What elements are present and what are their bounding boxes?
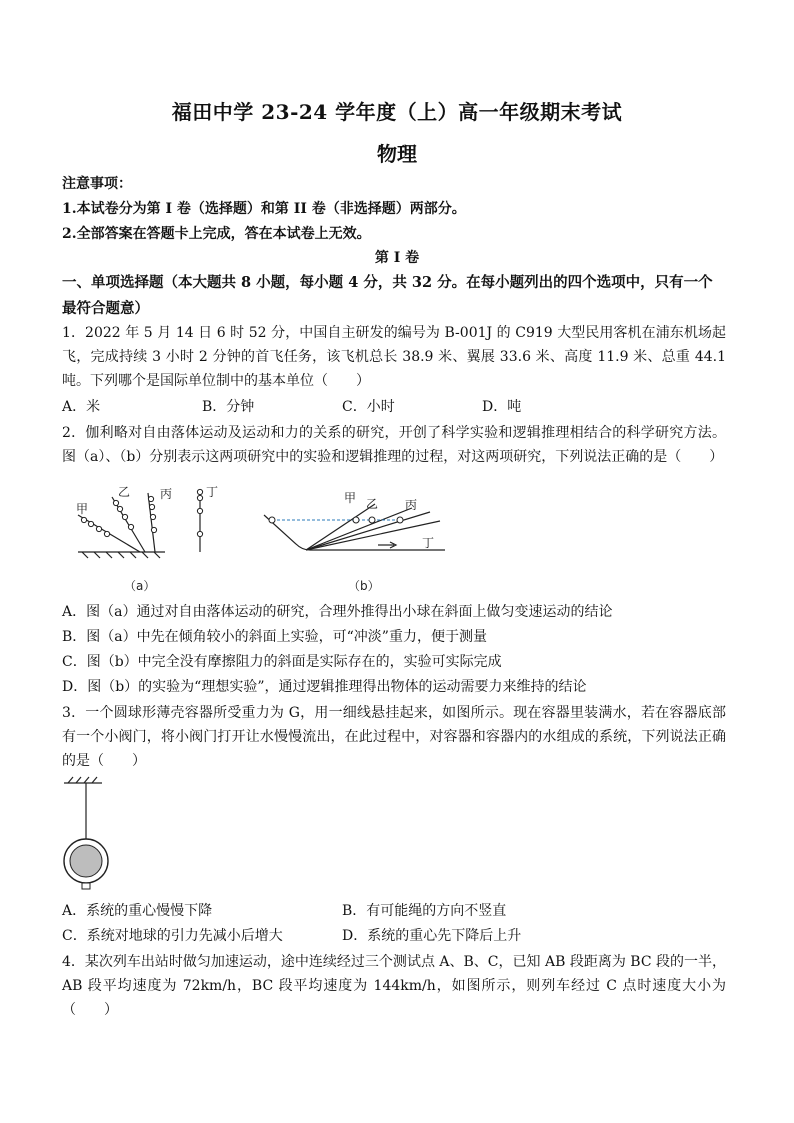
figure-a-label-bing: 丙 [160, 487, 173, 501]
figure-b-label-bing: 丙 [405, 498, 418, 512]
subject-title: 物理 [377, 142, 417, 166]
figure-b-ramps [264, 504, 445, 550]
option-c: C．系统对地球的引力先减小后增大 [62, 928, 283, 944]
option-d: D．系统的重心先下降后上升 [342, 928, 522, 944]
volume-label: 第 I 卷 [374, 250, 420, 266]
question-4-stem: 4．某次列车出站时做匀加速运动，途中连续经过三个测试点 A、B、C，已知 AB 段距离为 BC 段的一半，AB 段平均速度为 72km/h，BC 段平均速度为 144km/h，如图所示，则列车经过 C 点时速度大小为（ ） [62, 954, 726, 1018]
question-1-options [62, 396, 742, 420]
question-2-stem: 2．伽利略对自由落体运动及运动和力的关系的研究，开创了科学实验和逻辑推理相结合的科学研究方法。图（a）、（b）分别表示这两项研究中的实验和逻辑推理的过程，对这两项研究，下列说法正确的是（ ） [62, 425, 726, 465]
option-c: C．小时 [342, 399, 395, 415]
figure-a-label-yi: 乙 [118, 485, 131, 499]
question-2-option-a: A．图（a）通过对自由落体运动的研究，合理外推得出小球在斜面上做匀变速运动的结论 [62, 604, 613, 620]
figure-a-inclines [78, 489, 200, 558]
figure-b-label-ding: 丁 [422, 536, 435, 550]
question-3-options-row2 [62, 925, 742, 949]
notes-item-1: 1.本试卷分为第 I 卷（选择题）和第 II 卷（非选择题）两部分。 [62, 201, 466, 217]
figure-a-label-ding: 丁 [206, 485, 219, 499]
figure-a-label-jia: 甲 [76, 502, 89, 516]
figure-b-label-yi: 乙 [366, 497, 379, 511]
figure-a-balls [81, 489, 202, 536]
option-d: D．吨 [482, 399, 522, 415]
notes-heading: 注意事项： [62, 176, 132, 192]
option-a: A．米 [62, 399, 101, 415]
option-b: B．分钟 [202, 399, 255, 415]
figure-a-caption: （a） [124, 579, 156, 593]
container-water [70, 845, 102, 877]
figure-b-caption: （b） [348, 579, 380, 593]
question-2-option-d: D．图（b）的实验为“理想实验”，通过逻辑推理得出物体的运动需要力来维持的结论 [62, 679, 587, 695]
figure-q3-hanging-container [56, 775, 126, 897]
figure-q2 [60, 480, 460, 598]
option-b: B．有可能绳的方向不竖直 [342, 903, 507, 919]
question-1-stem: 1．2022 年 5 月 14 日 6 时 52 分，中国自主研发的编号为 B-001J 的 C919 大型民用客机在浦东机场起飞，完成持续 3 小时 2 分钟的首飞任务，该飞机总长 38.9 米、翼展 33.6 米、高度 11.9 米、总重 44.1 吨。下列哪个是国际单位制中的基本单位（ ） [62, 325, 726, 389]
section-heading: 一、单项选择题（本大题共 8 小题，每小题 4 分，共 32 分。在每小题列出的四个选项中，只有一个最符合题意） [62, 274, 713, 317]
question-3-stem: 3．一个圆球形薄壳容器所受重力为 G，用一细线悬挂起来，如图所示。现在容器里装满水，若在容器底部有一个小阀门，将小阀门打开让水慢慢流出，在此过程中，对容器和容器内的水组成的系统，下列说法正确的是（ ） [62, 705, 726, 769]
notes-item-2: 2.全部答案在答题卡上完成，答在本试卷上无效。 [62, 226, 371, 242]
question-3-options-row1 [62, 900, 742, 924]
page-title: 福田中学 23-24 学年度（上）高一年级期末考试 [171, 100, 623, 124]
valve-icon [82, 883, 90, 889]
question-2-option-c: C．图（b）中完全没有摩擦阻力的斜面是实际存在的，实验可实际完成 [62, 654, 502, 670]
question-2-option-b: B．图（a）中先在倾角较小的斜面上实验，可“冲淡”重力，便于测量 [62, 629, 487, 645]
figure-b-label-jia: 甲 [344, 491, 357, 505]
option-a: A．系统的重心慢慢下降 [62, 903, 213, 919]
